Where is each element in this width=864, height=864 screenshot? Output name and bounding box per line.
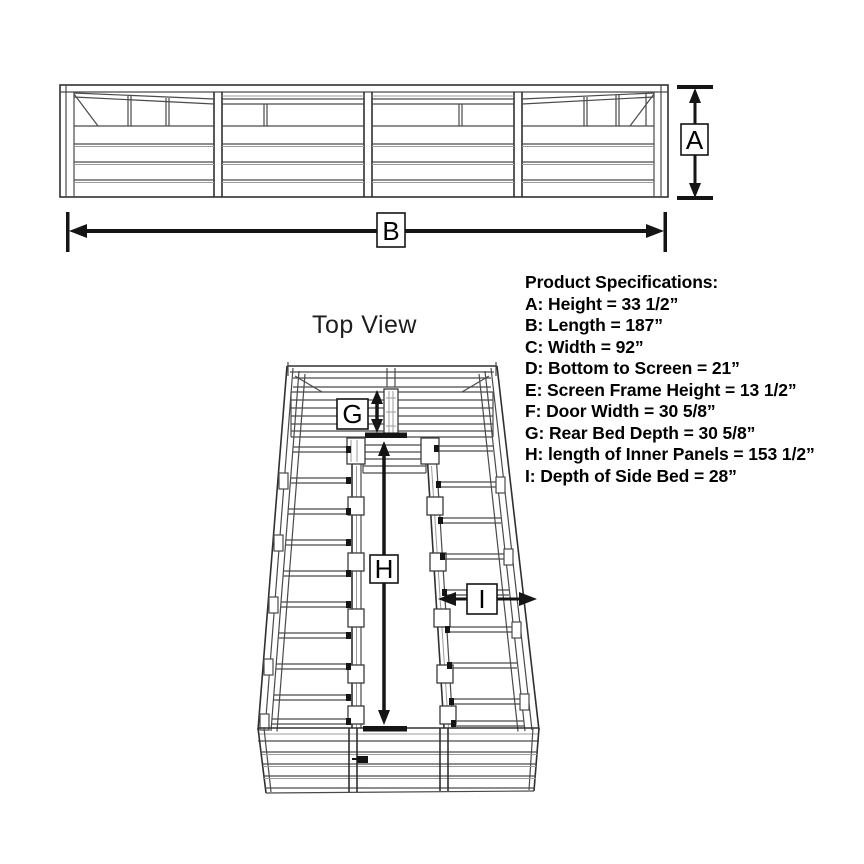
spec-item-f: F: Door Width = 30 5/8” bbox=[525, 401, 716, 421]
spec-item-h: H: length of Inner Panels = 153 1/2” bbox=[525, 444, 815, 464]
spec-item-d: D: Bottom to Screen = 21” bbox=[525, 358, 740, 378]
spec-item-b: B: Length = 187” bbox=[525, 315, 663, 335]
dimension-b-length bbox=[66, 212, 667, 252]
specs-heading: Product Specifications: bbox=[525, 272, 719, 292]
dimension-label-a: A bbox=[685, 125, 704, 155]
dimension-label-h: H bbox=[374, 554, 394, 584]
dimension-label-i: I bbox=[478, 584, 486, 614]
top-view-title: Top View bbox=[312, 311, 417, 339]
spec-item-c: C: Width = 92” bbox=[525, 336, 644, 357]
dimension-h-inner-panels bbox=[363, 441, 407, 732]
dimension-a-height bbox=[677, 85, 713, 200]
dimension-label-g: G bbox=[342, 399, 363, 429]
side-view-diagram bbox=[60, 85, 668, 197]
dimension-label-b: B bbox=[382, 216, 400, 246]
door-latch bbox=[357, 756, 368, 763]
spec-item-i: I: Depth of Side Bed = 28” bbox=[525, 465, 737, 486]
spec-item-g: G: Rear Bed Depth = 30 5/8” bbox=[525, 422, 756, 443]
product-specifications bbox=[525, 272, 815, 487]
spec-item-a: A: Height = 33 1/2” bbox=[525, 293, 679, 314]
spec-item-e: E: Screen Frame Height = 13 1/2” bbox=[525, 379, 797, 400]
